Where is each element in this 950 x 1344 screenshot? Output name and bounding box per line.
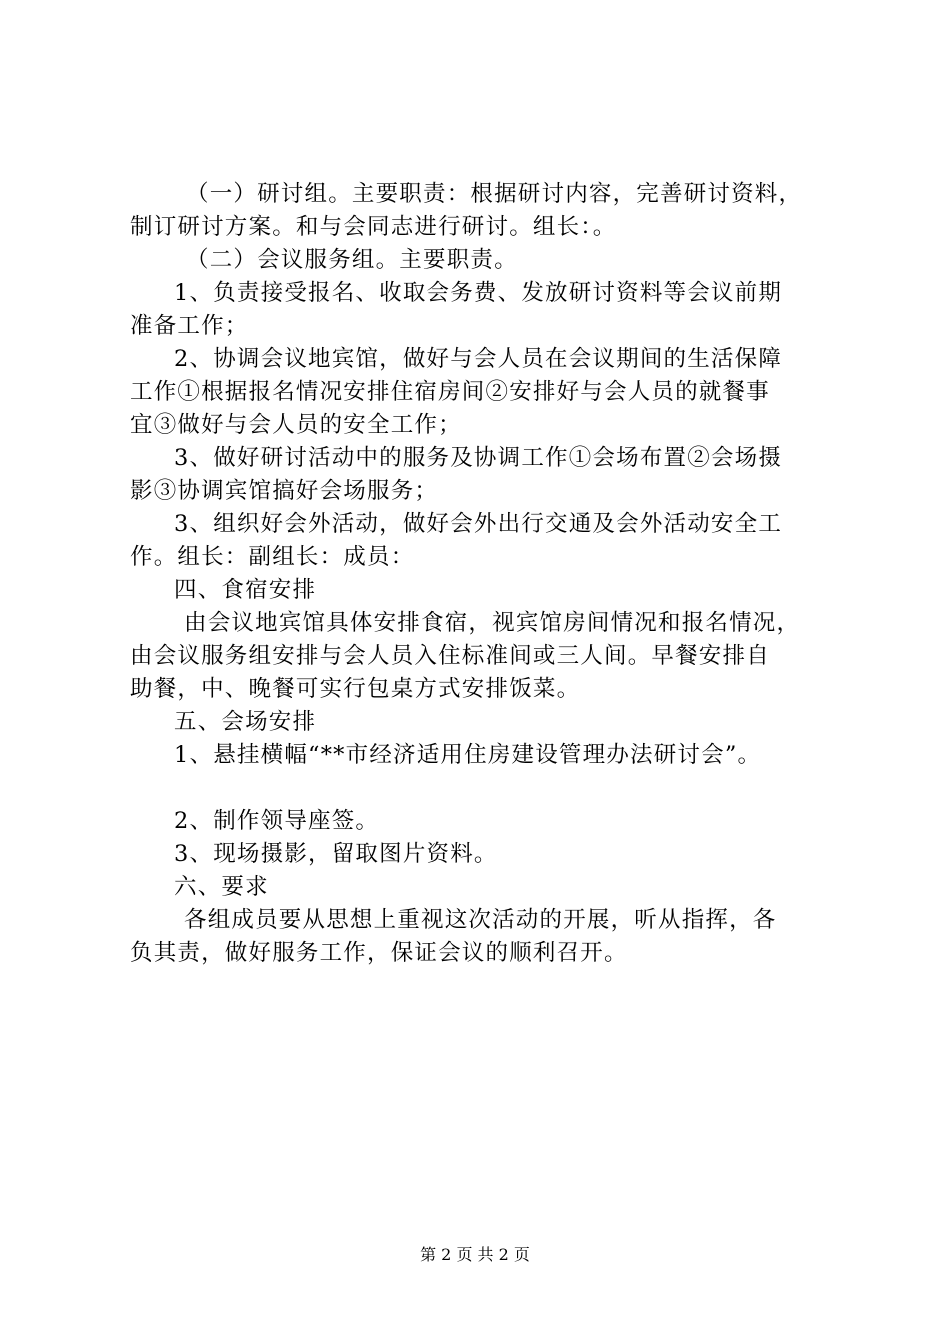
section-heading-accommodation: 四、食宿安排 xyxy=(174,577,317,603)
paragraph-line: 助餐，中、晚餐可实行包桌方式安排饭菜。 xyxy=(130,676,581,702)
paragraph-research-group: （一）研讨组。主要职责：根据研讨内容，完善研讨资料， xyxy=(186,181,803,207)
paragraph-line: 负其责，做好服务工作，保证会议的顺利召开。 xyxy=(130,940,628,966)
paragraph-line: 准备工作； xyxy=(130,313,249,339)
list-item-2: 2、协调会议地宾馆，做好与会人员在会议期间的生活保障 xyxy=(174,346,783,372)
list-item-3b: 3、组织好会外活动，做好会外出行交通及会外活动安全工 xyxy=(174,511,783,537)
paragraph-line: 由会议服务组安排与会人员入住标准间或三人间。早餐安排自 xyxy=(130,643,770,669)
paragraph-line: 工作①根据报名情况安排住宿房间②安排好与会人员的就餐事 xyxy=(130,379,770,405)
paragraph-service-group: （二）会议服务组。主要职责。 xyxy=(186,247,518,273)
blank-line xyxy=(130,772,850,805)
paragraph-accommodation: 由会议地宾馆具体安排食宿，视宾馆房间情况和报名情况， xyxy=(184,610,801,636)
list-item-photography: 3、现场摄影，留取图片资料。 xyxy=(174,841,498,867)
section-heading-venue: 五、会场安排 xyxy=(174,709,317,735)
list-item-1: 1、负责接受报名、收取会务费、发放研讨资料等会议前期 xyxy=(174,280,783,306)
list-item-3: 3、做好研讨活动中的服务及协调工作①会场布置②会场摄 xyxy=(174,445,783,471)
section-heading-requirements: 六、要求 xyxy=(174,874,269,900)
paragraph-requirements: 各组成员要从思想上重视这次活动的开展，听从指挥，各 xyxy=(184,907,777,933)
paragraph-line: 制订研讨方案。和与会同志进行研讨。组长：。 xyxy=(130,214,617,240)
paragraph-line: 影③协调宾馆搞好会场服务； xyxy=(130,478,439,504)
document-body xyxy=(130,178,850,970)
list-item-banner: 1、悬挂横幅“**市经济适用住房建设管理办法研讨会”。 xyxy=(174,742,762,768)
paragraph-line: 宜③做好与会人员的安全工作； xyxy=(130,412,462,438)
page-number-footer: 第 2 页 共 2 页 xyxy=(420,1245,530,1264)
paragraph-line: 作。组长：副组长：成员： xyxy=(130,544,415,570)
list-item-seat-cards: 2、制作领导座签。 xyxy=(174,808,380,834)
